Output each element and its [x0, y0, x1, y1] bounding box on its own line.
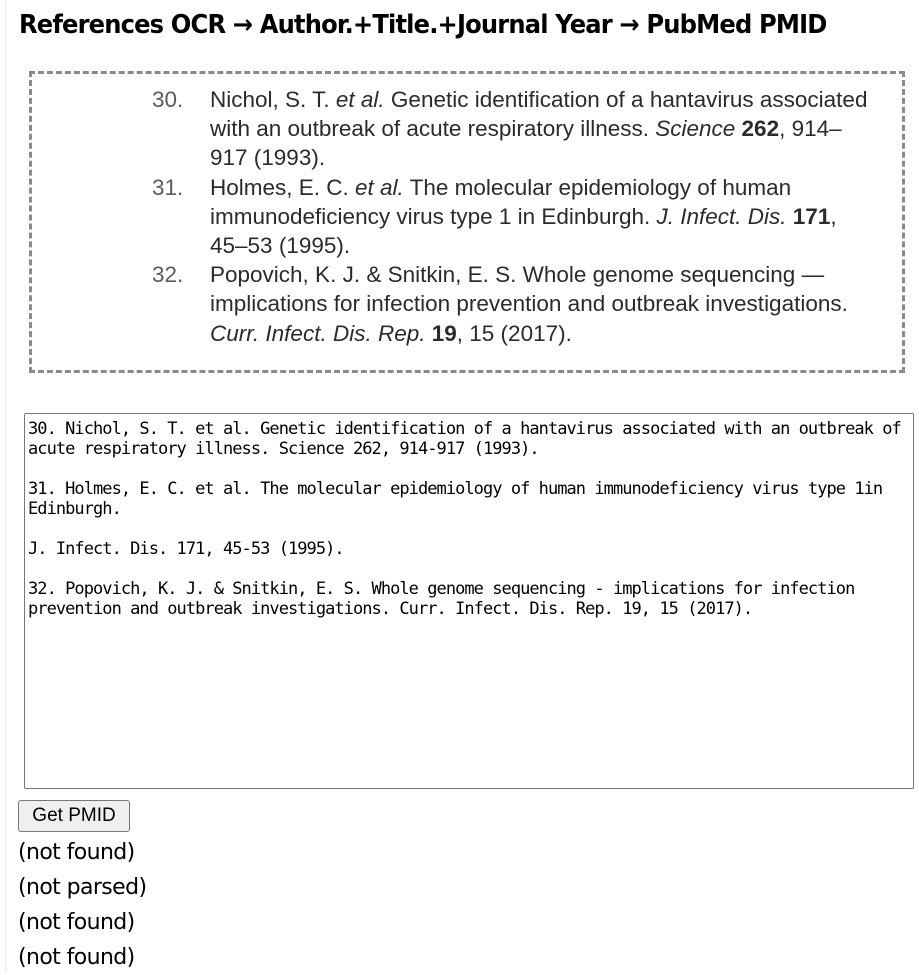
- reference-title: Genetic identification of a hantavirus associated with an outbreak of acute respiratory illness.: [210, 87, 868, 142]
- reference-pages-year: , 45–53 (1995).: [210, 203, 837, 259]
- reference-journal: Curr. Infect. Dis. Rep.: [210, 320, 426, 346]
- reference-volume: 19: [431, 320, 457, 346]
- reference-item: [152, 260, 872, 348]
- reference-pages-year: , 15 (2017).: [456, 320, 572, 346]
- get-pmid-button[interactable]: Get PMID: [18, 800, 130, 832]
- reference-title: The molecular epidemiology of human immunodeficiency virus type 1 in Edinburgh.: [210, 174, 792, 229]
- page-title: References OCR → Author.+Title.+Journal Year → PubMed PMID: [19, 10, 827, 40]
- reference-number: 32.: [152, 262, 184, 288]
- reference-volume: 262: [741, 116, 780, 142]
- reference-text: [210, 85, 872, 173]
- reference-etal: et al.: [335, 87, 385, 112]
- reference-pages-year: , 914–917 (1993).: [210, 116, 842, 171]
- reference-text: [210, 260, 872, 348]
- reference-journal: Science: [655, 116, 736, 142]
- reference-title: Whole genome sequencing — implications for infection prevention and outbreak investigations.: [210, 262, 848, 317]
- reference-authors: Popovich, K. J. & Snitkin, E. S.: [210, 262, 517, 288]
- reference-journal: J. Infect. Dis.: [656, 203, 787, 229]
- ocr-text-input[interactable]: [24, 413, 914, 789]
- pmid-result: (not found): [18, 910, 135, 935]
- reference-number: 30.: [152, 87, 184, 112]
- pmid-result: (not parsed): [18, 875, 147, 900]
- reference-text: [210, 173, 872, 261]
- reference-authors: Nichol, S. T.: [210, 87, 336, 112]
- pmid-results-list: [18, 835, 146, 975]
- pmid-result: (not found): [18, 945, 135, 970]
- pmid-result: (not found): [18, 840, 135, 865]
- reference-etal: et al.: [355, 174, 404, 200]
- reference-item: [152, 173, 872, 261]
- reference-item: [152, 85, 872, 173]
- page-edge-divider: [5, 0, 6, 973]
- reference-image-dropzone[interactable]: [29, 71, 905, 373]
- reference-authors: Holmes, E. C.: [210, 174, 356, 200]
- reference-number: 31.: [152, 174, 184, 200]
- reference-image: [152, 85, 872, 348]
- reference-volume: 171: [792, 203, 831, 229]
